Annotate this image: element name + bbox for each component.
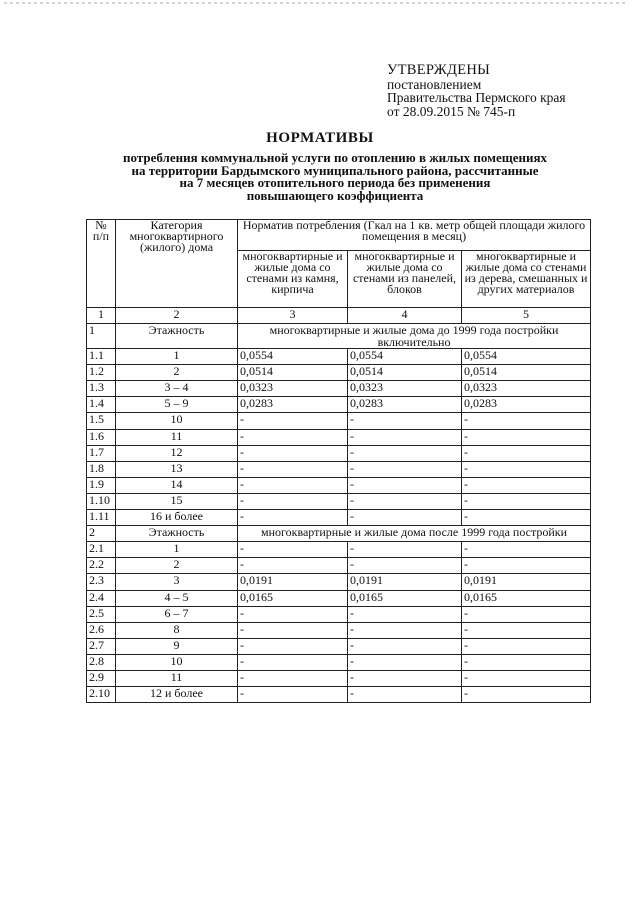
row-value-wood: - <box>462 654 591 670</box>
row-value-wood: - <box>462 445 591 461</box>
row-value-panel: - <box>348 670 462 686</box>
row-value-panel: - <box>348 413 462 429</box>
row-value-wood: - <box>462 606 591 622</box>
section-1-num: 1 <box>87 324 116 349</box>
row-num: 1.9 <box>87 477 116 493</box>
row-value-wood: 0,0191 <box>462 574 591 590</box>
row-value-stone: - <box>238 622 348 638</box>
row-value-wood: 0,0323 <box>462 381 591 397</box>
row-num: 2.5 <box>87 606 116 622</box>
table-row <box>87 670 591 686</box>
approval-line-1: УТВЕРЖДЕНЫ <box>387 62 491 78</box>
row-value-wood: - <box>462 687 591 703</box>
row-value-stone: - <box>238 654 348 670</box>
row-num: 1.7 <box>87 445 116 461</box>
section-1-row <box>87 324 591 349</box>
section-2-title: многоквартирные и жилые дома после 1999 года постройки <box>238 526 591 542</box>
subtitle-line: на территории Бардымского муниципального района, рассчитанные <box>131 162 539 178</box>
row-floors: 11 <box>116 670 238 686</box>
subtitle-line: на 7 месяцев отопительного периода без применения <box>179 175 491 190</box>
table-row <box>87 654 591 670</box>
row-value-panel: - <box>348 429 462 445</box>
row-value-wood: - <box>462 558 591 574</box>
row-value-wood: - <box>462 413 591 429</box>
row-floors: 12 и более <box>116 687 238 703</box>
row-floors: 1 <box>116 542 238 558</box>
row-value-panel: - <box>348 477 462 493</box>
table-row <box>87 413 591 429</box>
row-value-stone: - <box>238 638 348 654</box>
header-num: № п/п <box>87 220 116 308</box>
section-2-label: Этажность <box>116 526 238 542</box>
row-value-panel: - <box>348 687 462 703</box>
row-value-panel: - <box>348 654 462 670</box>
row-value-stone: - <box>238 413 348 429</box>
row-value-stone: - <box>238 542 348 558</box>
header-norm: Норматив потребления (Гкал на 1 кв. метр общей площади жилого помещения в месяц) <box>238 220 591 251</box>
row-value-panel: - <box>348 622 462 638</box>
row-value-panel: - <box>348 638 462 654</box>
row-num: 1.6 <box>87 429 116 445</box>
row-value-panel: 0,0191 <box>348 574 462 590</box>
row-floors: 5 – 9 <box>116 397 238 413</box>
row-num: 2.7 <box>87 638 116 654</box>
row-value-stone: 0,0514 <box>238 365 348 381</box>
row-value-panel: 0,0554 <box>348 349 462 365</box>
row-value-panel: - <box>348 542 462 558</box>
approval-line-2: постановлением <box>387 76 482 92</box>
subtitle-line: потребления коммунальной услуги по отоплению в жилых помещениях <box>123 150 547 165</box>
subtitle-line: повышающего коэффициента <box>246 187 424 203</box>
section-2-num: 2 <box>87 526 116 542</box>
row-value-panel: - <box>348 606 462 622</box>
table-row <box>87 381 591 397</box>
header-col4: многоквартирные и жилые дома со стенами из панелей, блоков <box>348 251 462 308</box>
row-value-stone: - <box>238 687 348 703</box>
row-value-wood: - <box>462 542 591 558</box>
header-category: Категория многоквартирного (жилого) дома <box>116 220 238 308</box>
approval-line-3: Правительства Пермского края <box>387 90 566 105</box>
row-num: 1.8 <box>87 461 116 477</box>
section-1-label: Этажность <box>116 324 238 349</box>
row-num: 2.3 <box>87 574 116 590</box>
row-num: 1.5 <box>87 413 116 429</box>
table-row <box>87 477 591 493</box>
row-value-wood: - <box>462 461 591 477</box>
row-value-panel: - <box>348 461 462 477</box>
table-row <box>87 493 591 509</box>
row-value-stone: - <box>238 510 348 526</box>
row-num: 2.4 <box>87 590 116 606</box>
row-value-stone: - <box>238 670 348 686</box>
row-value-wood: 0,0165 <box>462 590 591 606</box>
table-row <box>87 510 591 526</box>
header-row <box>87 220 591 251</box>
row-value-stone: - <box>238 445 348 461</box>
row-floors: 3 – 4 <box>116 381 238 397</box>
row-num: 1.1 <box>87 349 116 365</box>
table-row <box>87 349 591 365</box>
row-value-panel: - <box>348 445 462 461</box>
section-2-row <box>87 526 591 542</box>
row-value-stone: - <box>238 493 348 509</box>
table-row <box>87 574 591 590</box>
row-floors: 3 <box>116 574 238 590</box>
row-value-panel: - <box>348 558 462 574</box>
row-value-panel: 0,0323 <box>348 381 462 397</box>
row-num: 1.11 <box>87 510 116 526</box>
row-value-stone: 0,0283 <box>238 397 348 413</box>
row-floors: 4 – 5 <box>116 590 238 606</box>
row-floors: 14 <box>116 477 238 493</box>
document-title: НОРМАТИВЫ <box>266 130 374 146</box>
norms-table <box>86 219 591 703</box>
colnum-5: 5 <box>462 308 591 324</box>
row-floors: 15 <box>116 493 238 509</box>
row-floors: 9 <box>116 638 238 654</box>
row-value-wood: - <box>462 670 591 686</box>
row-num: 2.1 <box>87 542 116 558</box>
table-row <box>87 461 591 477</box>
row-value-wood: - <box>462 638 591 654</box>
row-num: 2.9 <box>87 670 116 686</box>
table-row <box>87 622 591 638</box>
row-num: 2.10 <box>87 687 116 703</box>
row-value-wood: 0,0283 <box>462 397 591 413</box>
row-floors: 10 <box>116 654 238 670</box>
row-num: 1.2 <box>87 365 116 381</box>
table-row <box>87 638 591 654</box>
row-num: 2.8 <box>87 654 116 670</box>
table-row <box>87 590 591 606</box>
colnum-3: 3 <box>238 308 348 324</box>
row-floors: 1 <box>116 349 238 365</box>
document-subtitle <box>90 152 580 202</box>
row-value-panel: - <box>348 510 462 526</box>
table-row <box>87 687 591 703</box>
row-value-wood: 0,0554 <box>462 349 591 365</box>
row-value-wood: 0,0514 <box>462 365 591 381</box>
row-value-panel: 0,0283 <box>348 397 462 413</box>
row-num: 1.4 <box>87 397 116 413</box>
row-value-panel: 0,0165 <box>348 590 462 606</box>
row-value-stone: - <box>238 461 348 477</box>
column-numbers-row <box>87 308 591 324</box>
table-row <box>87 606 591 622</box>
row-value-wood: - <box>462 622 591 638</box>
colnum-4: 4 <box>348 308 462 324</box>
header-col3: многоквартирные и жилые дома со стенами из камня, кирпича <box>238 251 348 308</box>
row-floors: 11 <box>116 429 238 445</box>
row-floors: 10 <box>116 413 238 429</box>
row-value-stone: - <box>238 429 348 445</box>
colnum-2: 2 <box>116 308 238 324</box>
row-floors: 8 <box>116 622 238 638</box>
row-num: 2.6 <box>87 622 116 638</box>
row-value-panel: - <box>348 493 462 509</box>
header-col5: многоквартирные и жилые дома со стенами из дерева, смешанных и других материалов <box>462 251 591 308</box>
row-value-stone: - <box>238 558 348 574</box>
section-1-title: многоквартирные и жилые дома до 1999 года постройки включительно <box>238 324 591 349</box>
row-value-stone: 0,0323 <box>238 381 348 397</box>
approval-block <box>387 64 566 118</box>
row-value-wood: - <box>462 493 591 509</box>
row-num: 2.2 <box>87 558 116 574</box>
row-value-stone: 0,0191 <box>238 574 348 590</box>
row-floors: 16 и более <box>116 510 238 526</box>
row-floors: 2 <box>116 365 238 381</box>
row-floors: 2 <box>116 558 238 574</box>
table-row <box>87 397 591 413</box>
table-row <box>87 365 591 381</box>
row-value-wood: - <box>462 510 591 526</box>
table-row <box>87 429 591 445</box>
row-value-panel: 0,0514 <box>348 365 462 381</box>
row-num: 1.10 <box>87 493 116 509</box>
table-row <box>87 542 591 558</box>
scan-artifact-line <box>4 2 628 4</box>
row-value-stone: 0,0554 <box>238 349 348 365</box>
row-value-stone: - <box>238 477 348 493</box>
approval-line-4: от 28.09.2015 № 745-п <box>387 103 516 119</box>
row-floors: 12 <box>116 445 238 461</box>
table-row <box>87 558 591 574</box>
row-value-wood: - <box>462 477 591 493</box>
row-value-stone: 0,0165 <box>238 590 348 606</box>
row-floors: 6 – 7 <box>116 606 238 622</box>
colnum-1: 1 <box>87 308 116 324</box>
row-floors: 13 <box>116 461 238 477</box>
row-num: 1.3 <box>87 381 116 397</box>
row-value-stone: - <box>238 606 348 622</box>
row-value-wood: - <box>462 429 591 445</box>
table-row <box>87 445 591 461</box>
